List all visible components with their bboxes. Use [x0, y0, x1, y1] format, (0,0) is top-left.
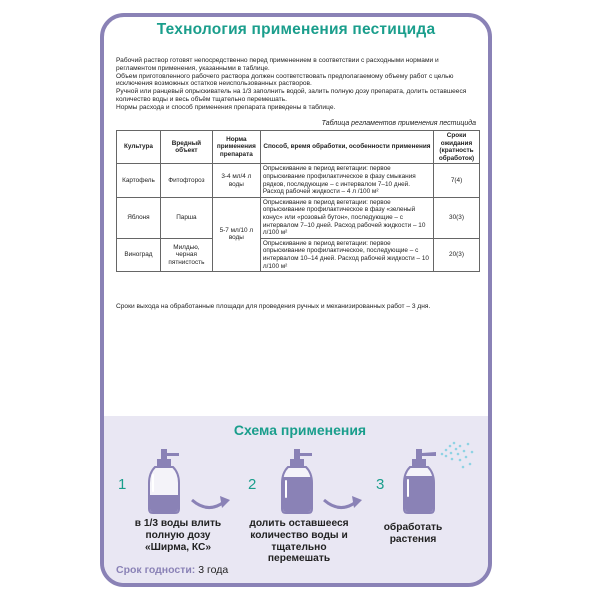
intro-line: Объем приготовленного рабочего раствора должен соответствовать предполагаемому объему работ с целью исключения возможных остатков неиспользованных растворов.: [116, 72, 454, 88]
cell-crop: Яблоня: [117, 197, 161, 238]
header-pest: Вредный объект: [160, 131, 212, 164]
cell-method: Опрыскивание в период вегетации: первое опрыскивание профилактическое в фазу «зеленый конус» или «розовый бутон», последующие – с интервалом 7–10 дней. Расход рабочей жидкости – 10 л/100 м²: [260, 197, 433, 238]
table-header-row: [117, 131, 480, 164]
step-text: долить оставшееся количество воды и тщательно перемешать: [249, 518, 349, 565]
shelf-life: [116, 564, 228, 576]
cell-crop: Виноград: [117, 238, 161, 271]
cell-method: Опрыскивание в период вегетации: первое опрыскивание профилактическое в фазу смыкания рядков, последующие – с интервалом 7–10 дней. Расход рабочей жидкости – 4 л /100 м²: [260, 164, 433, 197]
intro-line: Рабочий раствор готовят непосредственно перед применением в соответствии с расходными нормами и регламентом применения, указанными в таблице.: [116, 57, 439, 72]
regulation-table: [116, 130, 480, 272]
step-number: 3: [376, 476, 385, 493]
header-crop: Культура: [117, 131, 161, 164]
cell-method: Опрыскивание в период вегетации: первое опрыскивание профилактическое, последующие – с интервалом 10–14 дней. Расход рабочей жидкости – 10 л/100 м²: [260, 238, 433, 271]
shelf-life-label: Срок годности:: [116, 564, 196, 576]
arrow-icon: [322, 492, 366, 514]
cell-wait: 7(4): [434, 164, 480, 197]
table-row: [117, 164, 480, 197]
sprayer-bottle-icon: [137, 447, 193, 515]
header-wait: Сроки ожидания (кратность обработок): [434, 131, 480, 164]
scheme-title: Схема применения: [233, 422, 367, 438]
intro-line: Нормы расхода и способ применения препарата приведены в таблице.: [116, 103, 336, 111]
cell-pest: Милдью, черная пятнистость: [160, 238, 212, 271]
header-method: Способ, время обработки, особенности применения: [260, 131, 433, 164]
shelf-life-value: 3 года: [198, 564, 229, 576]
step-number: 1: [118, 476, 127, 493]
step-text: в 1/3 воды влить полную дозу «Ширма, КС»: [134, 518, 222, 553]
cell-rate: 3-4 мл/4 л воды: [212, 164, 260, 197]
arrow-icon: [190, 492, 234, 514]
table-caption: Таблица регламентов применения пестицида: [321, 120, 476, 127]
header-rate: Норма применения препарата: [212, 131, 260, 164]
table-row: [117, 197, 480, 238]
intro-line: Ручной или ранцевый опрыскиватель на 1/3 заполнить водой, залить полную дозу препарата, долить оставшееся количество воды и весь объём тщательно перемешать.: [116, 88, 467, 103]
step-text: обработать растения: [383, 522, 443, 545]
step-number: 2: [248, 476, 257, 493]
cell-pest: Парша: [160, 197, 212, 238]
cell-wait: 20(3): [434, 238, 480, 271]
cell-pest: Фитофтороз: [160, 164, 212, 197]
cell-crop: Картофель: [117, 164, 161, 197]
deadline-note: Сроки выхода на обработанные площади для проведения ручных и механизированных работ – 3 дня.: [116, 303, 431, 310]
page-title: Технология применения пестицида: [156, 21, 436, 38]
intro-text: [116, 57, 476, 112]
spraying-bottle-icon: [396, 440, 476, 515]
sprayer-bottle-icon: [270, 447, 326, 515]
cell-rate: 5-7 мл/10 л воды: [212, 197, 260, 271]
table-row: [117, 238, 480, 271]
cell-wait: 30(3): [434, 197, 480, 238]
